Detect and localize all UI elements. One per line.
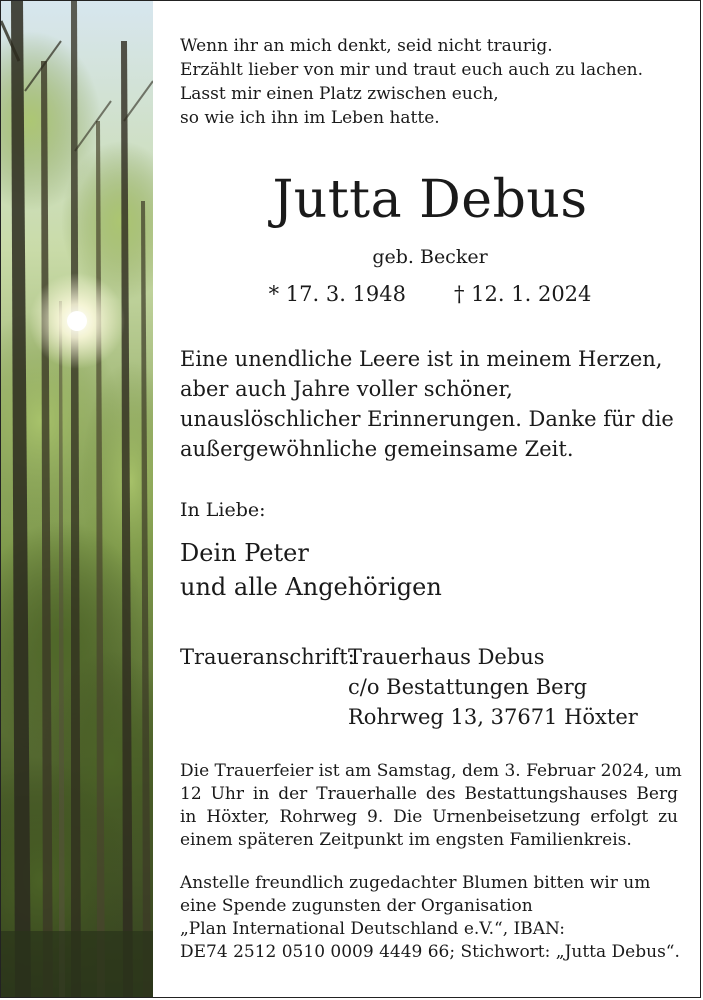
address-line: c/o Bestattungen Berg bbox=[348, 675, 588, 699]
mourner-line: Dein Peter bbox=[180, 539, 309, 567]
poem-line: Erzählt lieber von mir und traut euch auch zu lachen. bbox=[180, 60, 644, 80]
farewell-text bbox=[180, 344, 690, 464]
donation-line: eine Spende zugunsten der Organisation bbox=[180, 896, 533, 916]
farewell-line: Eine unendliche Leere ist in meinem Herzen, bbox=[180, 347, 663, 371]
poem-line: Wenn ihr an mich denkt, seid nicht traurig. bbox=[180, 36, 553, 56]
address-line: Rohrweg 13, 37671 Höxter bbox=[348, 705, 638, 729]
address-line: Trauerhaus Debus bbox=[348, 645, 545, 669]
mourner-line: und alle Angehörigen bbox=[180, 573, 442, 601]
donation-line: Anstelle freundlich zugedachter Blumen bitten wir um bbox=[180, 873, 651, 893]
deceased-name: Jutta Debus bbox=[272, 170, 588, 230]
forest-image bbox=[1, 1, 153, 997]
address-label: Traueranschrift: bbox=[180, 645, 355, 669]
birth-name: geb. Becker bbox=[372, 246, 488, 268]
funeral-line: in Höxter, Rohrweg 9. Die Urnenbeisetzung erfolgt zu bbox=[180, 807, 678, 827]
funeral-line: einem späteren Zeitpunkt im engsten Familienkreis. bbox=[180, 830, 632, 850]
poem-line: so wie ich ihn im Leben hatte. bbox=[180, 108, 440, 128]
birth-date: * 17. 3. 1948 bbox=[268, 282, 406, 306]
donation-line: DE74 2512 0510 0009 4449 66; Stichwort: „Jutta Debus“. bbox=[180, 942, 680, 962]
poem-line: Lasst mir einen Platz zwischen euch, bbox=[180, 84, 499, 104]
address-lines bbox=[348, 642, 638, 732]
donation-line: „Plan International Deutschland e.V.“, IBAN: bbox=[180, 919, 565, 939]
farewell-line: außergewöhnliche gemeinsame Zeit. bbox=[180, 437, 574, 461]
funeral-info bbox=[180, 760, 682, 852]
farewell-line: unauslöschlicher Erinnerungen. Danke für die bbox=[180, 407, 674, 431]
forest-photo bbox=[1, 1, 153, 997]
mourners-intro: In Liebe: bbox=[180, 499, 266, 521]
poem bbox=[180, 34, 680, 130]
farewell-line: aber auch Jahre voller schöner, bbox=[180, 377, 513, 401]
death-date: † 12. 1. 2024 bbox=[454, 282, 592, 306]
life-dates bbox=[180, 280, 680, 308]
mourners bbox=[180, 536, 442, 604]
donation-info bbox=[180, 872, 680, 964]
funeral-line: 12 Uhr in der Trauerhalle des Bestattungshauses Berg bbox=[180, 784, 678, 804]
funeral-line: Die Trauerfeier ist am Samstag, dem 3. Februar 2024, um bbox=[180, 761, 682, 781]
